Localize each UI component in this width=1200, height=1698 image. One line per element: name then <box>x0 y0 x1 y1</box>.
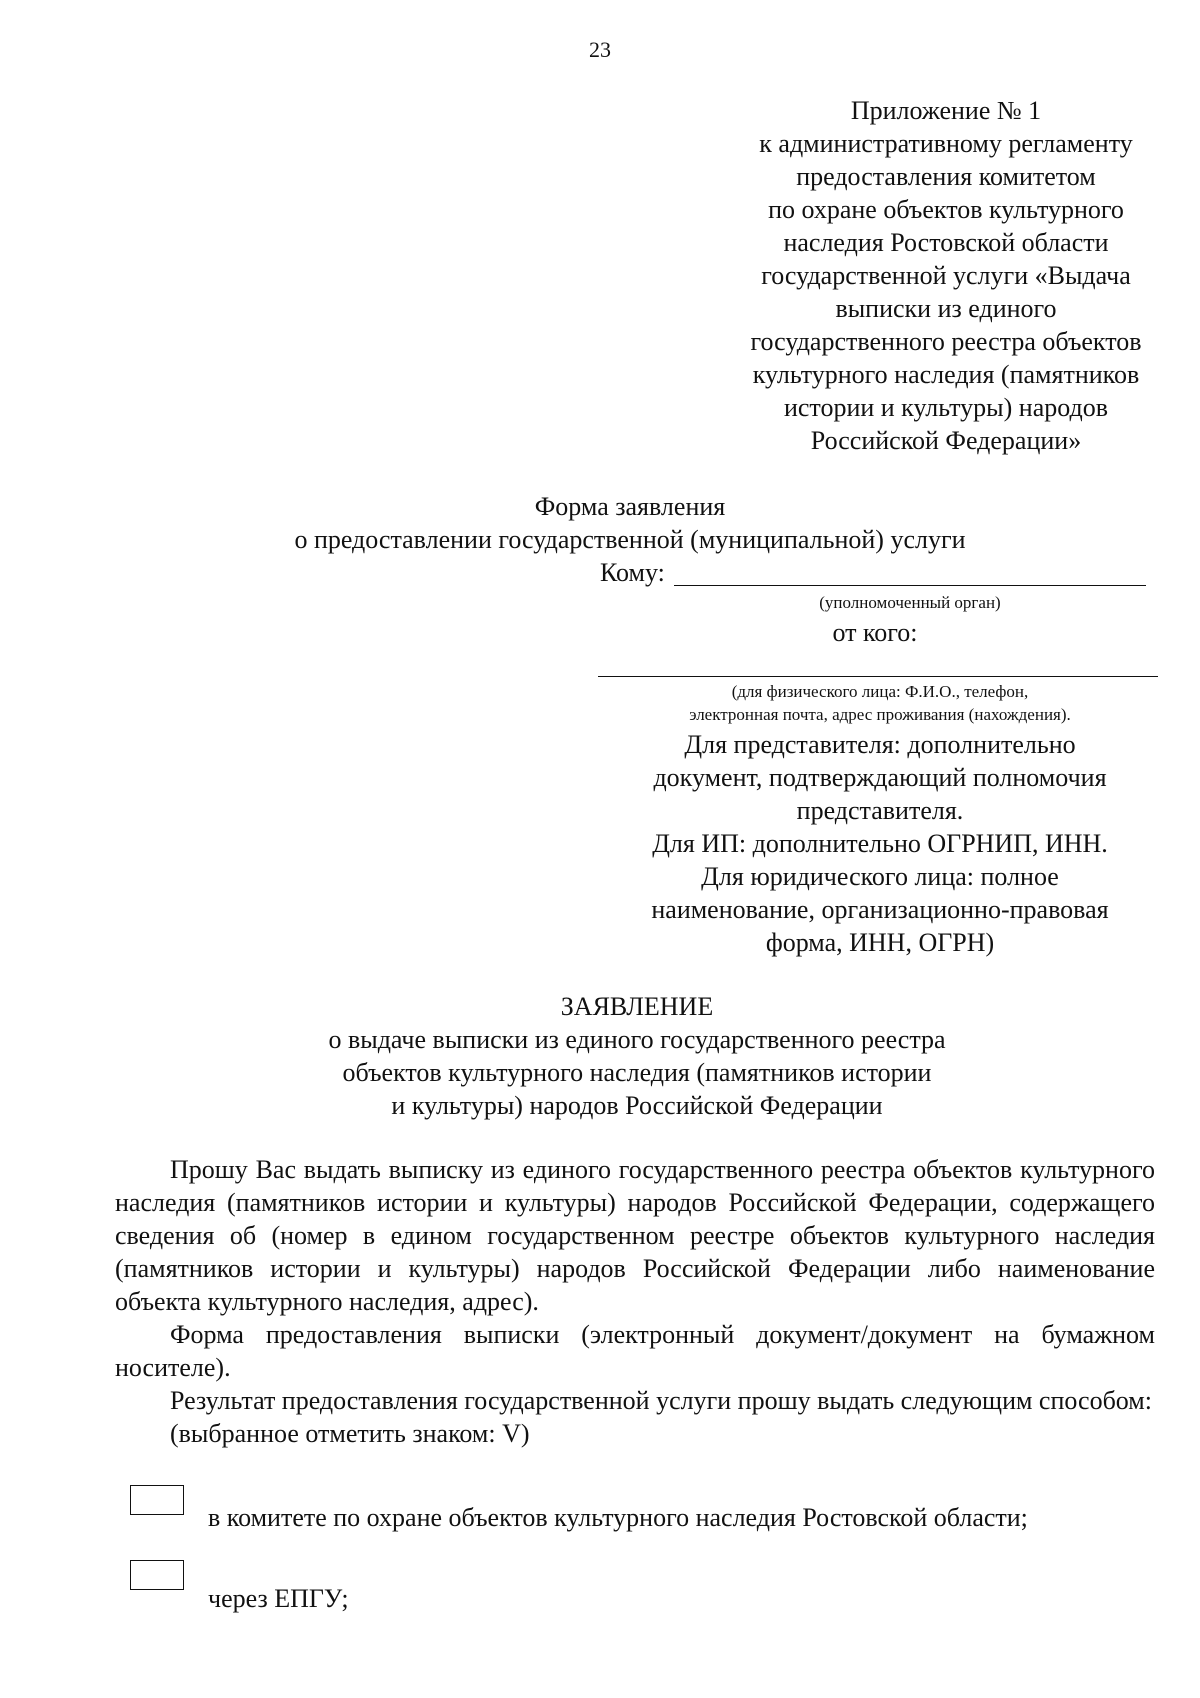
representative-line: форма, ИНН, ОГРН) <box>765 928 995 957</box>
appendix-line: истории и культуры) народов <box>783 393 1109 422</box>
appendix-line: государственного реестра объектов <box>750 327 1142 356</box>
statement-title: ЗАЯВЛЕНИЕ <box>560 992 714 1021</box>
from-label: от кого: <box>832 618 918 647</box>
option-committee-label: в комитете по охране объектов культурного наследия Ростовской области; <box>208 1503 1028 1532</box>
statement-heading <box>0 990 1200 1122</box>
representative-line: представителя. <box>796 796 964 825</box>
statement-subtitle-line: объектов культурного наследия (памятников истории <box>342 1058 932 1087</box>
appendix-line: Приложение № 1 <box>850 96 1042 125</box>
appendix-line: культурного наследия (памятников <box>752 360 1140 389</box>
appendix-line: государственной услуги «Выдача <box>761 261 1131 290</box>
statement-subtitle-line: и культуры) народов Российской Федерации <box>391 1091 883 1120</box>
representative-info <box>600 728 1160 959</box>
to-label: Кому: <box>600 558 665 587</box>
option-epgu-label: через ЕПГУ; <box>208 1584 349 1613</box>
page-number: 23 <box>589 37 611 62</box>
representative-line: Для юридического лица: полное <box>701 862 1059 891</box>
option-epgu-checkbox[interactable] <box>130 1560 184 1590</box>
from-field-line[interactable] <box>598 676 1158 677</box>
body-paragraph: Форма предоставления выписки (электронный документ/документ на бумажном носителе). <box>115 1320 1155 1382</box>
appendix-line: выписки из единого <box>835 294 1057 323</box>
representative-line: Для ИП: дополнительно ОГРНИП, ИНН. <box>652 829 1108 858</box>
from-hint-line: (для физического лица: Ф.И.О., телефон, <box>731 682 1029 701</box>
statement-body <box>115 1153 1155 1450</box>
statement-subtitle-line: о выдаче выписки из единого государственного реестра <box>328 1025 946 1054</box>
from-field-hint <box>600 680 1160 726</box>
form-title <box>0 490 1200 556</box>
appendix-line: Российской Федерации» <box>810 426 1082 455</box>
representative-line: документ, подтверждающий полномочия <box>653 763 1107 792</box>
appendix-header <box>690 94 1200 457</box>
to-field-line[interactable] <box>674 585 1146 586</box>
appendix-line: наследия Ростовской области <box>783 228 1109 257</box>
body-paragraph: (выбранное отметить знаком: V) <box>170 1419 530 1448</box>
option-committee-checkbox[interactable] <box>130 1485 184 1515</box>
appendix-line: по охране объектов культурного <box>768 195 1124 224</box>
form-title-line: Форма заявления <box>534 492 726 521</box>
appendix-line: предоставления комитетом <box>796 162 1096 191</box>
form-title-line: о предоставлении государственной (муниципальной) услуги <box>294 525 966 554</box>
body-paragraph: Результат предоставления государственной услуги прошу выдать следующим способом: <box>170 1386 1152 1415</box>
body-paragraph: Прошу Вас выдать выписку из единого государственного реестра объектов культурного наследия (памятников истории и культуры) народов Российской Федерации, содержащего сведения об (номер в едином государственном реестре объектов культурного наследия (памятников истории и культуры) народов Российской Федерации либо наименование объекта культурного наследия, адрес). <box>115 1155 1155 1316</box>
from-hint-line: электронная почта, адрес проживания (нахождения). <box>689 705 1071 724</box>
appendix-line: к административному регламенту <box>759 129 1133 158</box>
to-field-hint: (уполномоченный орган) <box>819 593 1001 612</box>
representative-line: Для представителя: дополнительно <box>684 730 1076 759</box>
representative-line: наименование, организационно-правовая <box>651 895 1109 924</box>
